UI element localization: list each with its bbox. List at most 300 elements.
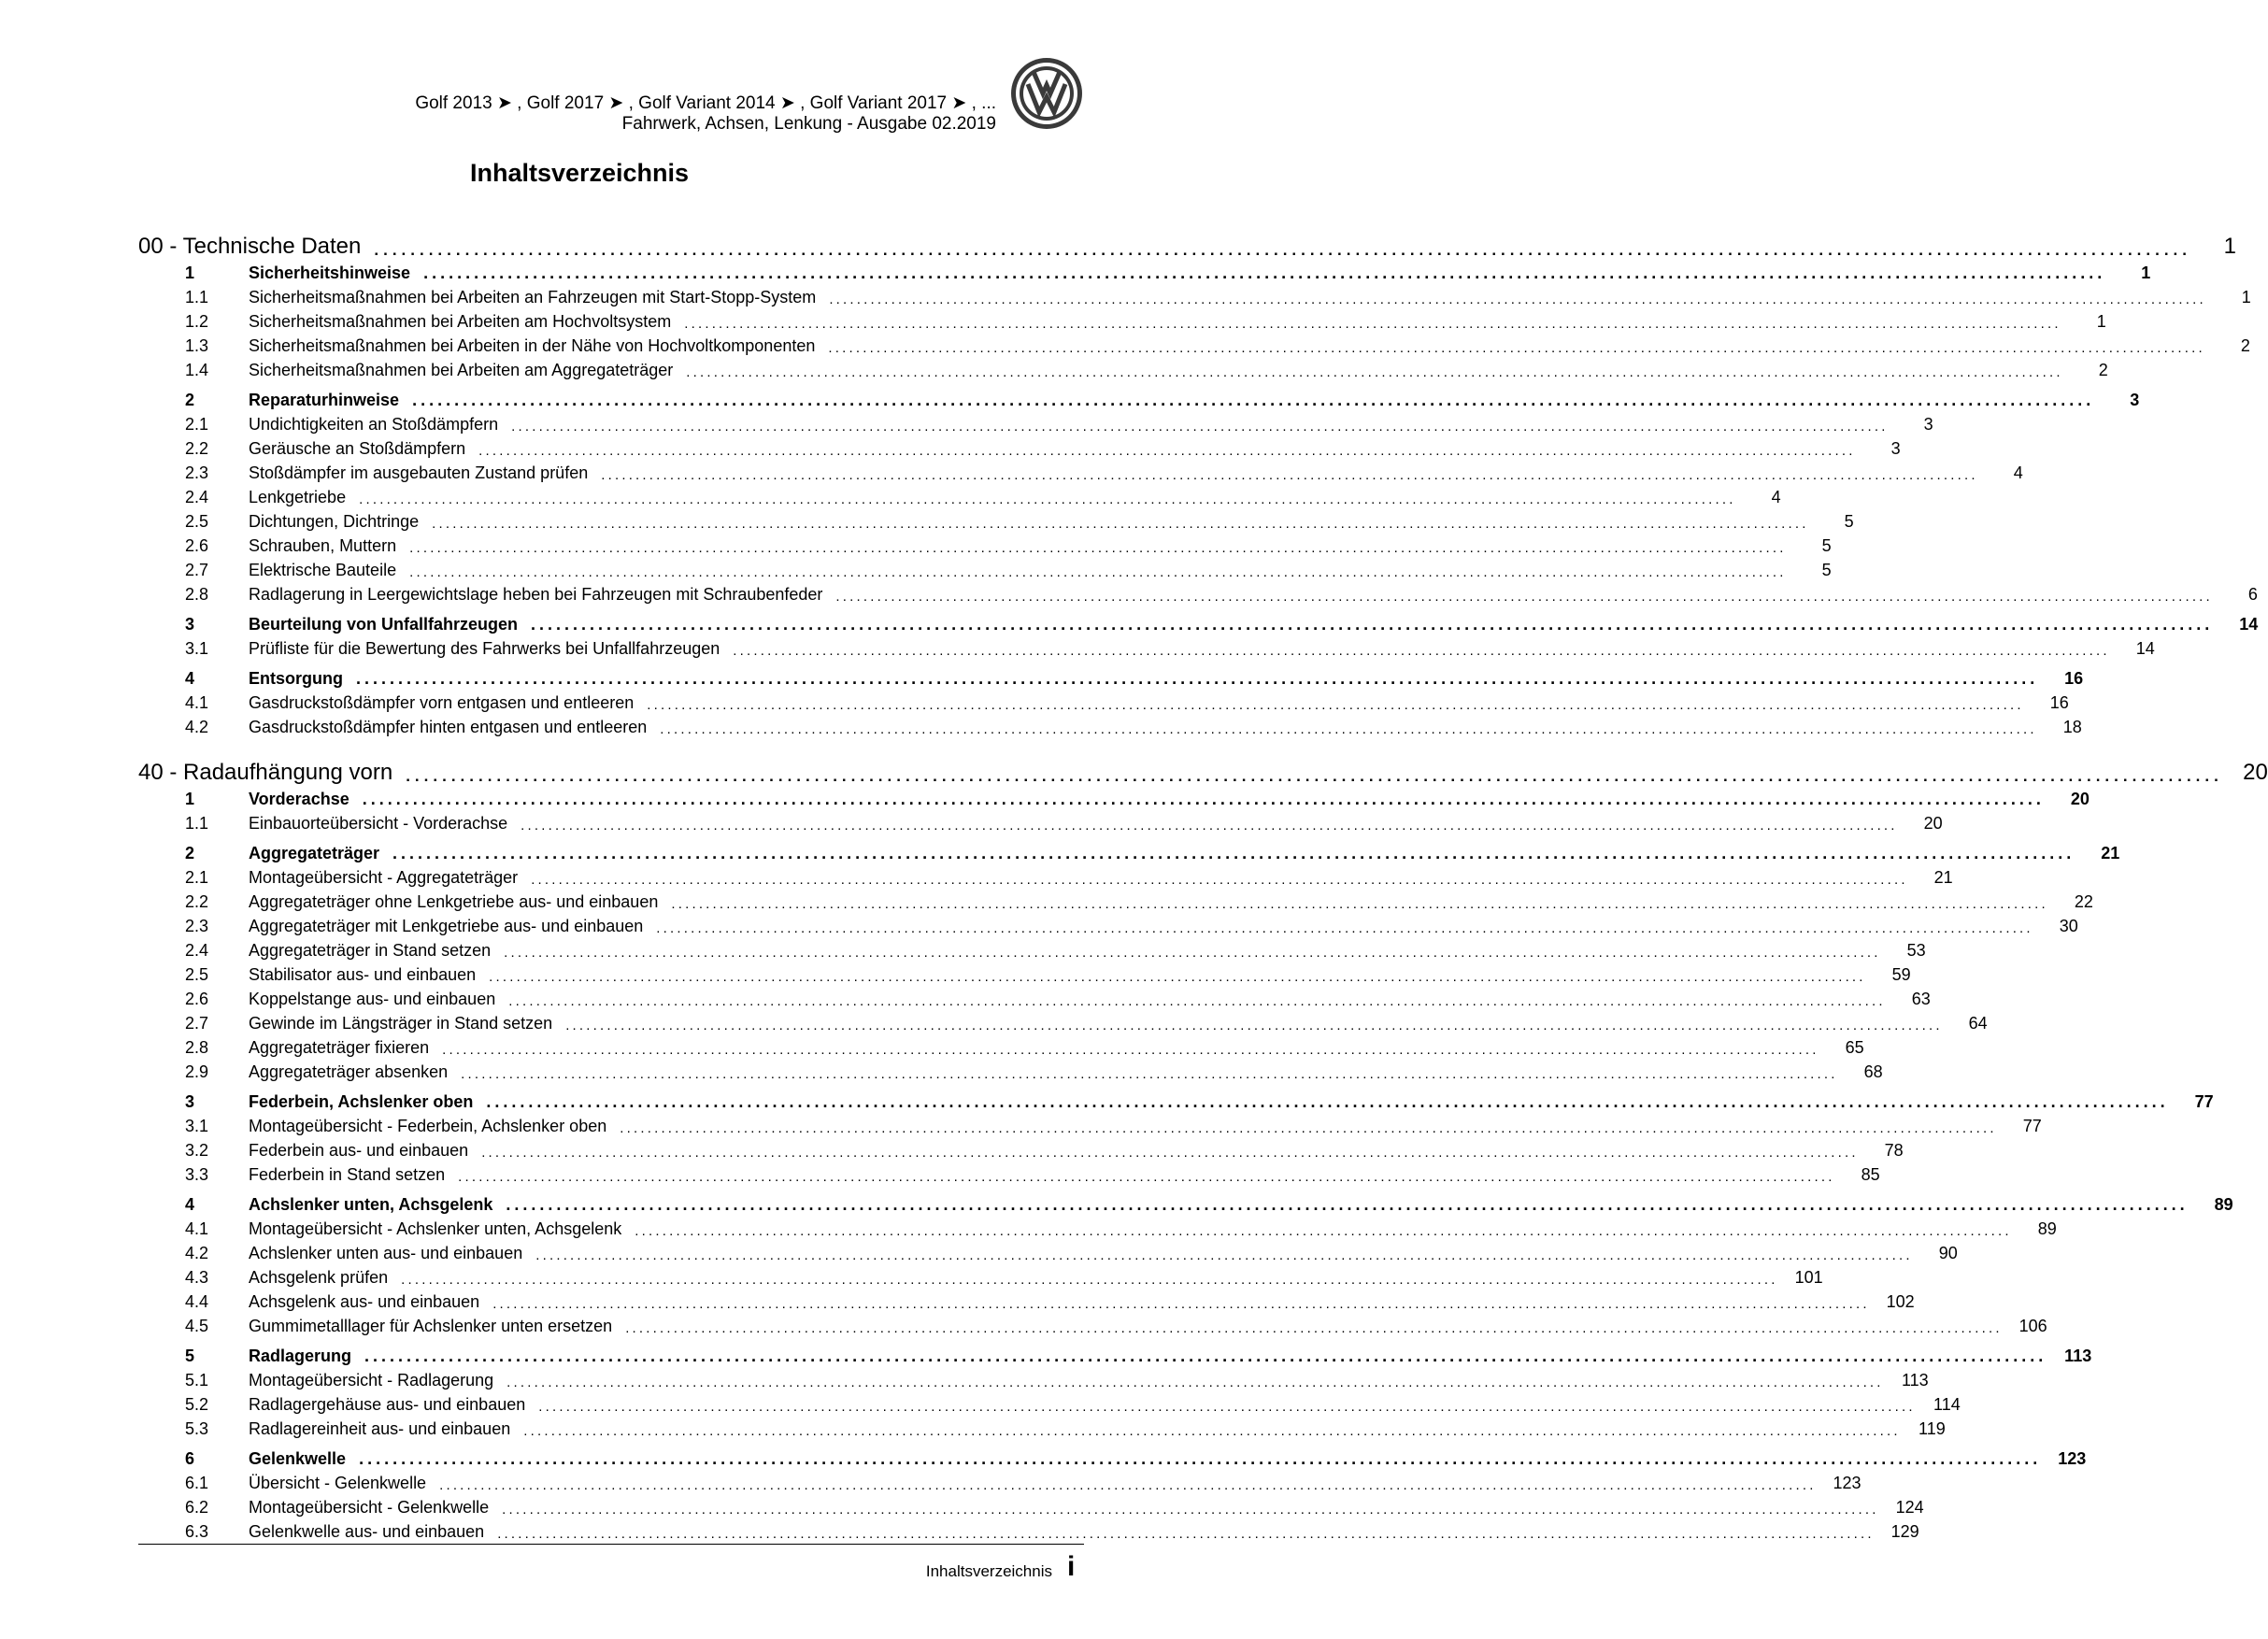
toc-item-title: Lenkgetriebe [249,488,347,506]
toc-item-entry [249,561,1798,580]
toc-item-number: 2.6 [185,990,209,1008]
toc-item-entry [249,693,2035,713]
toc-item-title: Undichtigkeiten an Stoßdämpfern [249,415,499,434]
toc-section-number: 3 [185,615,195,634]
toc-item-title: Gummimetalllager für Achslenker unten ersetzen [249,1317,613,1335]
toc-item-number: 3.2 [185,1141,209,1160]
toc-dot-leader: ........................................................................................................................................................................................................ [392,844,2075,862]
toc-item-title: Sicherheitsmaßnahmen bei Arbeiten am Aggregateträger [249,361,674,379]
toc-section-page: 3 [2130,391,2140,409]
toc-item-title: Gelenkwelle aus- und einbauen [249,1522,485,1541]
toc-item-title: Radlagereinheit aus- und einbauen [249,1419,511,1438]
toc-dot-leader: ........................................................................................................................................................................................................ [829,292,2206,307]
toc-item-entry [249,1117,2008,1136]
toc-item-number: 2.2 [185,439,209,458]
toc-item-entry [249,1395,1927,1415]
toc-item-number: 2.1 [185,868,209,887]
toc-item [138,307,2106,332]
toc-item-number: 1.2 [185,312,209,331]
toc-item-number: 1.1 [185,814,209,833]
toc-item-number: 6.2 [185,1498,209,1517]
toc-item-entry [249,892,2060,912]
toc-item-number: 4.4 [185,1292,209,1311]
toc-item-entry [249,1474,1828,1493]
toc-dot-leader: ........................................................................................................................................................................................................ [684,316,2061,332]
toc-section-entry [249,1449,2052,1469]
toc-section-number: 3 [185,1092,195,1111]
toc-dot-leader: ........................................................................................................................................................................................................ [565,1018,1943,1033]
toc-dot-leader: ........................................................................................................................................................................................................ [359,1449,2042,1468]
toc-dot-leader: ........................................................................................................................................................................................................ [356,669,2039,688]
footer-divider [138,1544,1084,1545]
toc-item-page: 65 [1845,1038,1864,1057]
toc-dot-leader: ........................................................................................................................................................................................................ [635,1223,2012,1239]
toc-section-entry [249,1092,2180,1112]
toc-item-number: 6.1 [185,1474,209,1492]
toc-item-title: Dichtungen, Dichtringe [249,512,420,531]
toc-item-title: Prüfliste für die Bewertung des Fahrwerks bei Unfallfahrzeugen [249,639,720,658]
toc-section-entry [249,1347,2058,1366]
toc-item-number: 3.1 [185,1117,209,1135]
toc-dot-leader: ........................................................................................................................................................................................................ [478,443,1856,459]
toc-item [138,459,2023,483]
toc-dot-leader: ........................................................................................................................................................................................................ [733,643,2110,659]
page-title: Inhaltsverzeichnis [469,159,690,187]
toc-item [138,483,1781,507]
toc-dot-leader: ........................................................................................................................................................................................................ [497,1526,1875,1542]
toc-item-entry [249,1268,1790,1288]
toc-item [138,634,2155,659]
toc-item [138,1239,1958,1263]
toc-item-number: 2.4 [185,488,209,506]
toc-item-number: 2.9 [185,1062,209,1081]
toc-dot-leader: ........................................................................................................................................................................................................ [412,391,2095,409]
document-header [415,93,996,135]
toc-dot-leader: ........................................................................................................................................................................................................ [401,1272,1778,1288]
toc-item [138,332,2250,356]
toc-section [138,665,2084,689]
toc-dot-leader: ........................................................................................................................................................................................................ [531,872,1908,888]
toc-item-title: Federbein aus- und einbauen [249,1141,469,1160]
toc-item-number: 3.3 [185,1165,209,1184]
toc-chapter [138,224,2237,260]
toc-dot-leader: ........................................................................................................................................................................................................ [506,1195,2189,1214]
toc-item-number: 2.3 [185,917,209,935]
toc-item-page: 1 [2241,288,2251,306]
toc-dot-leader: ........................................................................................................................................................................................................ [492,1296,1870,1312]
toc-item-title: Aggregateträger ohne Lenkgetriebe aus- und einbauen [249,892,659,911]
toc-item [138,1058,1883,1082]
toc-dot-leader: ........................................................................................................................................................................................................ [625,1320,2003,1336]
toc-item-page: 3 [1890,439,1901,458]
toc-item-number: 4.1 [185,693,209,712]
toc-item-page: 21 [1933,868,1953,887]
footer-page-number: i [1067,1551,1076,1582]
toc-item [138,532,1832,556]
toc-chapter-title: 00 - Technische Daten [138,234,362,259]
toc-item-page: 101 [1794,1268,1823,1287]
toc-section-number: 5 [185,1347,195,1365]
toc-item-title: Gewinde im Längsträger in Stand setzen [249,1014,553,1033]
toc-item-page: 53 [1906,941,1926,960]
toc-item-number: 4.2 [185,1244,209,1262]
toc-item-page: 3 [1923,415,1933,434]
toc-dot-leader: ........................................................................................................................................................................................................ [409,540,1787,556]
toc-item-page: 14 [2135,639,2155,658]
toc-item-page: 85 [1861,1165,1880,1184]
toc-item-number: 2.3 [185,463,209,482]
toc-item-title: Koppelstange aus- und einbauen [249,990,496,1008]
toc-item [138,713,2082,737]
toc-section [138,1191,2233,1215]
toc-section [138,611,2259,634]
toc-dot-leader: ........................................................................................................................................................................................................ [481,1145,1859,1161]
toc-dot-leader: ........................................................................................................................................................................................................ [374,241,2192,259]
toc-item-page: 20 [1923,814,1943,833]
toc-item-number: 1.3 [185,336,209,355]
toc-dot-leader: ........................................................................................................................................................................................................ [686,364,2063,380]
toc-dot-leader: ........................................................................................................................................................................................................ [359,492,1736,507]
toc-item-title: Sicherheitsmaßnahmen bei Arbeiten an Fahrzeugen mit Start-Stopp-System [249,288,817,306]
toc-item [138,1366,1929,1390]
toc-dot-leader: ........................................................................................................................................................................................................ [511,419,1889,435]
toc-item [138,580,2258,605]
toc-item-page: 6 [2247,585,2258,604]
toc-item-entry [249,1371,1895,1390]
header-subject: Fahrwerk, Achsen, Lenkung - Ausgabe 02.2019 [621,114,996,134]
toc-item [138,1215,2057,1239]
toc-dot-leader: ........................................................................................................................................................................................................ [439,1477,1817,1493]
toc-item-entry [249,1062,1849,1082]
toc-item-entry [249,1244,1924,1263]
toc-item-entry [249,868,1919,888]
toc-item-page: 89 [2037,1219,2057,1238]
toc-item-page: 5 [1821,536,1832,555]
toc-section-page: 16 [2064,669,2084,688]
toc-dot-leader: ........................................................................................................................................................................................................ [458,1169,1835,1185]
toc-item-entry [249,718,2048,737]
toc-dot-leader: ........................................................................................................................................................................................................ [442,1042,1819,1058]
toc-item-page: 4 [2013,463,2023,482]
toc-section-entry [249,615,2224,634]
toc-section-number: 2 [185,391,195,409]
toc-dot-leader: ........................................................................................................................................................................................................ [364,1347,2047,1365]
toc-item-entry [249,1014,1954,1033]
toc-section [138,1343,2092,1366]
toc-item [138,1312,2047,1336]
toc-item-page: 63 [1911,990,1931,1008]
toc-item-entry [249,639,2121,659]
toc-item-number: 4.2 [185,718,209,736]
toc-item-title: Montageübersicht - Radlagerung [249,1371,494,1390]
toc-dot-leader: ........................................................................................................................................................................................................ [531,615,2214,634]
toc-item-entry [249,1141,1870,1161]
toc-item-page: 77 [2022,1117,2042,1135]
footer-label: Inhaltsverzeichnis [925,1562,1052,1580]
toc-item [138,283,2251,307]
toc-item [138,1009,1988,1033]
toc-item-entry [249,1317,2014,1336]
toc-section-page: 89 [2214,1195,2233,1214]
toc-item-entry [249,1419,1912,1439]
toc-item-title: Achsgelenk prüfen [249,1268,389,1287]
toc-item-page: 106 [2018,1317,2047,1335]
toc-item [138,1161,1880,1185]
toc-item-entry [249,1498,1890,1518]
toc-dot-leader: ........................................................................................................................................................................................................ [486,1092,2169,1111]
toc-item-page: 4 [1771,488,1781,506]
toc-item-number: 6.3 [185,1522,209,1541]
toc-item-number: 4.1 [185,1219,209,1238]
toc-item [138,689,2069,713]
toc-section [138,260,2151,283]
toc-item-title: Aggregateträger absenken [249,1062,449,1081]
toc-section-entry [249,391,2105,410]
toc-item [138,912,2078,936]
toc-section-number: 2 [185,844,195,862]
toc-section-title: Entsorgung [249,669,343,688]
toc-section-page: 77 [2194,1092,2214,1111]
toc-item-title: Stoßdämpfer im ausgebauten Zustand prüfen [249,463,589,482]
toc-item [138,863,1953,888]
toc-item-page: 2 [2240,336,2250,355]
toc-item [138,556,1832,580]
toc-section-page: 113 [2064,1347,2092,1365]
toc-item-entry [249,488,1747,507]
toc-section-entry [249,264,2117,283]
toc-section-title: Aggregateträger [249,844,380,862]
toc-item-title: Aggregateträger in Stand setzen [249,941,492,960]
toc-item [138,1263,1823,1288]
toc-item-page: 59 [1891,965,1911,984]
toc-item-title: Gasdruckstoßdämpfer vorn entgasen und entleeren [249,693,635,712]
toc-item-entry [249,814,1909,834]
toc-dot-leader: ........................................................................................................................................................................................................ [461,1066,1838,1082]
toc-item [138,356,2108,380]
toc-item-page: 30 [2059,917,2078,935]
toc-item-number: 2.7 [185,561,209,579]
toc-dot-leader: ........................................................................................................................................................................................................ [362,790,2045,808]
toc-section-title: Radlagerung [249,1347,352,1365]
toc-section-page: 21 [2101,844,2120,862]
toc-item [138,1288,1915,1312]
toc-item-entry [249,1219,2023,1239]
toc-item [138,410,1933,435]
toc-item-number: 5.1 [185,1371,209,1390]
toc-dot-leader: ........................................................................................................................................................................................................ [656,920,2033,936]
toc-section-page: 20 [2070,790,2090,808]
toc-item [138,1518,1919,1542]
toc-dot-leader: ........................................................................................................................................................................................................ [828,340,2205,356]
vw-logo-icon [1009,56,1084,131]
toc-item-number: 2.1 [185,415,209,434]
toc-item-page: 18 [2062,718,2082,736]
toc-dot-leader: ........................................................................................................................................................................................................ [504,945,1881,961]
toc-item-page: 5 [1844,512,1854,531]
table-of-contents [138,224,2268,1542]
toc-dot-leader: ........................................................................................................................................................................................................ [620,1120,1997,1136]
toc-item-entry [249,415,1900,435]
toc-item [138,936,1926,961]
toc-item-title: Sicherheitsmaßnahmen bei Arbeiten am Hochvoltsystem [249,312,672,331]
toc-item-number: 4.5 [185,1317,209,1335]
toc-section [138,1446,2087,1469]
toc-item-number: 1.1 [185,288,209,306]
toc-item-entry [249,1522,1886,1542]
toc-dot-leader: ........................................................................................................................................................................................................ [502,1502,1879,1518]
toc-item-title: Achslenker unten aus- und einbauen [249,1244,523,1262]
toc-item-title: Elektrische Bauteile [249,561,397,579]
toc-item-page: 22 [2074,892,2093,911]
toc-dot-leader: ........................................................................................................................................................................................................ [432,516,1809,532]
toc-section-number: 1 [185,790,195,808]
toc-section-entry [249,790,2056,809]
toc-item-title: Federbein in Stand setzen [249,1165,446,1184]
toc-item-title: Übersicht - Gelenkwelle [249,1474,427,1492]
toc-item-page: 119 [1919,1419,1946,1438]
toc-item [138,1493,1924,1518]
toc-section [138,786,2090,809]
toc-item [138,1469,1861,1493]
toc-section-entry [249,1195,2200,1215]
toc-dot-leader: ........................................................................................................................................................................................................ [835,589,2213,605]
toc-item-title: Aggregateträger fixieren [249,1038,430,1057]
toc-section [138,387,2140,410]
toc-item-entry [249,585,2224,605]
toc-item-entry [249,361,2075,380]
header-models: Golf 2013 ➤ , Golf 2017 ➤ , Golf Variant 2014 ➤ , Golf Variant 2017 ➤ , ... [415,93,996,113]
toc-item-page: 64 [1968,1014,1988,1033]
toc-item [138,507,1854,532]
toc-section-number: 4 [185,1195,195,1214]
toc-dot-leader: ........................................................................................................................................................................................................ [406,767,2223,785]
toc-dot-leader: ........................................................................................................................................................................................................ [523,1423,1901,1439]
toc-item-page: 123 [1833,1474,1861,1492]
toc-item [138,1415,1946,1439]
toc-item-page: 102 [1886,1292,1915,1311]
toc-item-title: Montageübersicht - Gelenkwelle [249,1498,490,1517]
toc-section-page: 123 [2058,1449,2087,1468]
toc-item-number: 1.4 [185,361,209,379]
toc-item-title: Gasdruckstoßdämpfer hinten entgasen und entleeren [249,718,648,736]
toc-dot-leader: ........................................................................................................................................................................................................ [409,564,1787,580]
toc-item-entry [249,1292,1881,1312]
toc-item-number: 2.8 [185,1038,209,1057]
toc-item-number: 2.5 [185,965,209,984]
toc-item-page: 16 [2049,693,2069,712]
toc-dot-leader: ........................................................................................................................................................................................................ [489,969,1866,985]
toc-item-page: 114 [1933,1395,1961,1414]
toc-section-title: Beurteilung von Unfallfahrzeugen [249,615,519,634]
toc-section-entry [249,669,2049,689]
toc-item-number: 2.7 [185,1014,209,1033]
toc-section [138,840,2120,863]
toc-section-title: Sicherheitshinweise [249,264,411,282]
toc-section-title: Federbein, Achslenker oben [249,1092,474,1111]
toc-item [138,1136,1904,1161]
toc-item-entry [249,463,1990,483]
toc-item-entry [249,536,1798,556]
toc-item-title: Einbauorteübersicht - Vorderachse [249,814,508,833]
toc-dot-leader: ........................................................................................................................................................................................................ [506,1375,1884,1390]
toc-item-title: Achsgelenk aus- und einbauen [249,1292,480,1311]
toc-item-entry [249,288,2218,307]
toc-section-title: Vorderachse [249,790,349,808]
toc-section-entry [249,844,2086,863]
toc-dot-leader: ........................................................................................................................................................................................................ [521,818,1898,834]
toc-chapter-entry [138,760,2234,786]
toc-item [138,888,2093,912]
toc-item-page: 90 [1938,1244,1958,1262]
toc-item-entry [249,1038,1831,1058]
toc-dot-leader: ........................................................................................................................................................................................................ [535,1247,1913,1263]
toc-item-number: 3.1 [185,639,209,658]
toc-section-page: 1 [2141,264,2151,282]
toc-section-number: 4 [185,669,195,688]
toc-chapter [138,750,2268,786]
toc-dot-leader: ........................................................................................................................................................................................................ [423,264,2106,282]
toc-item [138,985,1931,1009]
toc-item [138,1112,2042,1136]
toc-section-title: Reparaturhinweise [249,391,400,409]
toc-item [138,1390,1961,1415]
toc-section-page: 14 [2239,615,2259,634]
toc-item-entry [249,941,1892,961]
toc-section-number: 6 [185,1449,195,1468]
toc-item-page: 113 [1901,1371,1929,1390]
toc-item-page: 1 [2096,312,2106,331]
toc-item-number: 2.2 [185,892,209,911]
toc-item-title: Montageübersicht - Achslenker unten, Achsgelenk [249,1219,622,1238]
toc-item-title: Montageübersicht - Federbein, Achslenker oben [249,1117,607,1135]
toc-item-number: 2.8 [185,585,209,604]
toc-item-number: 4.3 [185,1268,209,1287]
toc-section-title: Achslenker unten, Achsgelenk [249,1195,493,1214]
toc-item-entry [249,312,2073,332]
toc-item-entry [249,917,2045,936]
toc-item-title: Schrauben, Muttern [249,536,397,555]
toc-item-number: 2.5 [185,512,209,531]
toc-item-number: 2.6 [185,536,209,555]
toc-chapter-entry [138,234,2203,260]
toc-item [138,961,1911,985]
toc-section-title: Gelenkwelle [249,1449,347,1468]
toc-dot-leader: ........................................................................................................................................................................................................ [647,697,2024,713]
toc-dot-leader: ........................................................................................................................................................................................................ [538,1399,1916,1415]
toc-dot-leader: ........................................................................................................................................................................................................ [671,896,2048,912]
toc-chapter-page: 20 [2243,760,2268,785]
toc-item-page: 129 [1890,1522,1919,1541]
toc-item-number: 5.2 [185,1395,209,1414]
toc-section [138,1089,2214,1112]
toc-item-title: Radlagergehäuse aus- und einbauen [249,1395,526,1414]
toc-item-page: 68 [1863,1062,1883,1081]
toc-item-number: 5.3 [185,1419,209,1438]
toc-chapter-page: 1 [2223,234,2237,259]
toc-item-page: 5 [1821,561,1832,579]
toc-item-title: Sicherheitsmaßnahmen bei Arbeiten in der Nähe von Hochvoltkomponenten [249,336,816,355]
toc-item-entry [249,512,1820,532]
toc-item-title: Radlagerung in Leergewichtslage heben bei Fahrzeugen mit Schraubenfeder [249,585,823,604]
toc-item-entry [249,1165,1847,1185]
toc-item-entry [249,965,1877,985]
toc-item-title: Montageübersicht - Aggregateträger [249,868,519,887]
toc-item-entry [249,336,2217,356]
toc-item [138,1033,1864,1058]
toc-dot-leader: ........................................................................................................................................................................................................ [601,467,1978,483]
toc-item-page: 78 [1884,1141,1904,1160]
toc-item [138,809,1943,834]
